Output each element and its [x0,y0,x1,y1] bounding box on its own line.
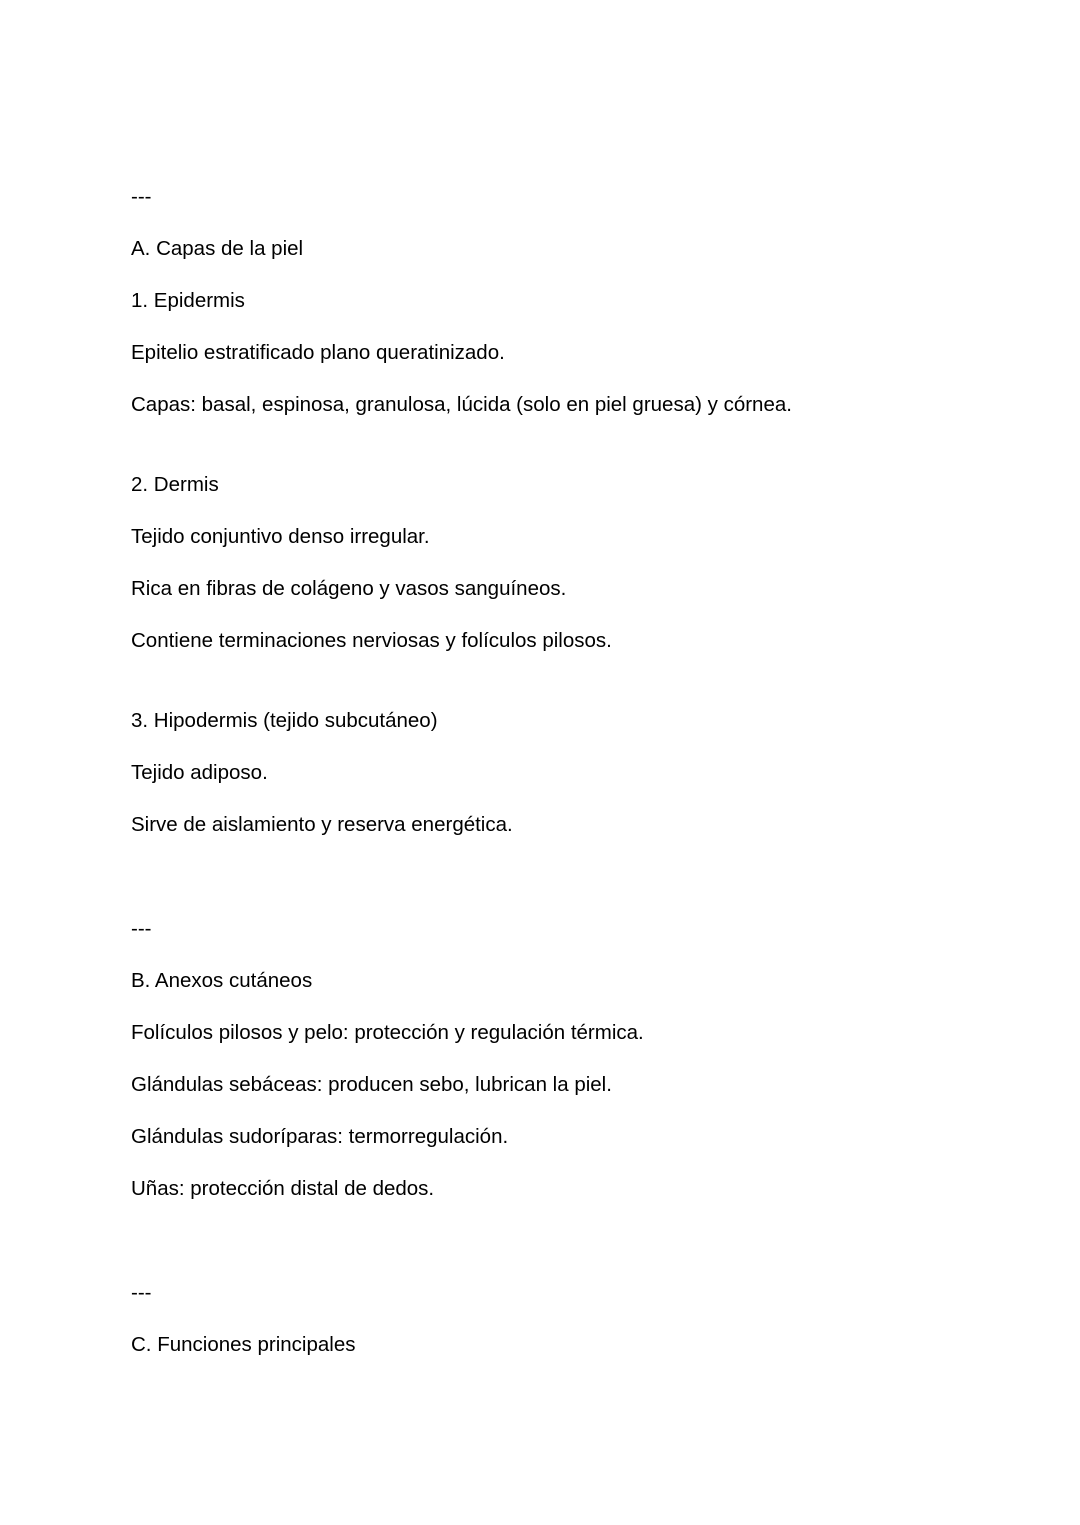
paragraph-capas: Capas: basal, espinosa, granulosa, lúcida (solo en piel gruesa) y córnea. [131,393,792,416]
paragraph-glandulas-sebaceas: Glándulas sebáceas: producen sebo, lubrican la piel. [131,1073,612,1096]
section-a-heading: A. Capas de la piel [131,237,304,260]
subsection-3-hipodermis-heading: 3. Hipodermis (tejido subcutáneo) [131,709,438,732]
subsection-2-dermis-heading: 2. Dermis [131,473,219,496]
paragraph-tejido-adiposo: Tejido adiposo. [131,761,268,784]
separator-line: --- [131,917,152,940]
paragraph-rica-en-fibras: Rica en fibras de colágeno y vasos sanguíneos. [131,577,567,600]
paragraph-glandulas-sudoriparas: Glándulas sudoríparas: termorregulación. [131,1125,509,1148]
separator-line: --- [131,1281,152,1304]
section-b-heading: B. Anexos cutáneos [131,969,313,992]
paragraph-unas: Uñas: protección distal de dedos. [131,1177,435,1200]
paragraph-tejido-conjuntivo: Tejido conjuntivo denso irregular. [131,525,430,548]
paragraph-foliculos-pelo: Folículos pilosos y pelo: protección y regulación térmica. [131,1021,644,1044]
section-c-heading: C. Funciones principales [131,1333,356,1356]
separator-line: --- [131,185,152,208]
paragraph-sirve-aislamiento: Sirve de aislamiento y reserva energética. [131,813,513,836]
paragraph-epitelio: Epitelio estratificado plano queratinizado. [131,341,505,364]
subsection-1-epidermis-heading: 1. Epidermis [131,289,245,312]
paragraph-contiene-terminaciones: Contiene terminaciones nerviosas y folículos pilosos. [131,629,612,652]
